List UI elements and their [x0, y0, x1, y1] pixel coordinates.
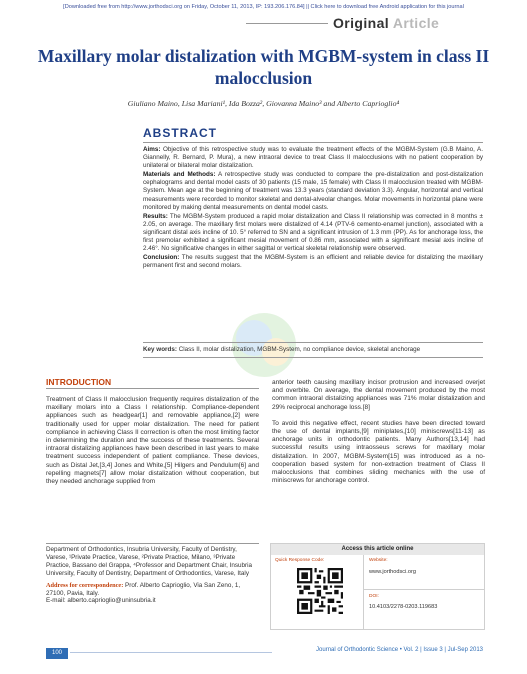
methods-label: Materials and Methods:: [143, 171, 216, 179]
abstract-conclusion: [143, 254, 483, 270]
email[interactable]: E-mail: alberto.caprioglio@uninsubria.it: [46, 597, 156, 605]
access-divider: [363, 555, 364, 629]
correspondence-text: Prof. Alberto Caprioglio, Via San Zeno, 1, 27100, Pavia, Italy.: [46, 581, 241, 597]
abstract-body: [143, 146, 483, 271]
results-text: The MGBM-System produced a rapid molar distalization and Class II relationship was corrected in 8 months ± 2.05, on average. The maxillary first molars were distalized of 4.14 (PTV-6 cemento-enamel junction), associated with a significant distal axis incline of 10. 5° referred to SN and a significant intrusion of 1.3 mm (PP). As for anchorage loss, the first premolar exhibited a significant mesial movement of 0.86 mm, associated with a significant mesial axis incline of 2.46°. No significative changes in either sagittal or vertical skeletal relationship were observed.: [143, 212, 483, 253]
abstract-heading: ABSTRACT: [143, 126, 217, 140]
affiliation-block: [46, 546, 259, 605]
section-label: [333, 15, 439, 31]
journal-citation: Journal of Orthodontic Science • Vol. 2 | Issue 3 | Jul-Sep 2013: [272, 647, 483, 653]
doi-link[interactable]: 10.4103/2278-0203.119683: [369, 604, 438, 610]
correspondence-label: Address for correspondence:: [46, 581, 124, 589]
website-link[interactable]: www.jorthodsci.org: [369, 569, 416, 575]
intro-paragraph: anterior teeth causing maxillary incisor protrusion and increased overjet and overbite. On average, the dental movement produced by the most common intraoral distalizing appliances was 71% molar distalization and 29% reciprocal anchorage loss.[8]: [272, 379, 485, 411]
abstract-rule: [143, 142, 483, 143]
methods-text: A retrospective study was conducted to compare the pre-distalization and post-distalization cephalograms and dental model casts of 30 patients (15 male, 15 female) with Class II malocclusion treated with MGBM-System. Mean age at the beginning of treatment was 13.3 years (standard deviation 3.3). Angular, horizontal and vertical measurements were recorded to monitor skeletal and dental-alveolar changes. Molar movements in horizontal plane were monitored by making dental measurements on dental model casts.: [143, 171, 483, 211]
conclusion-text: The results suggest that the MGBM-System is an efficient and reliable device for distalizing the maxillary permanent first and second molars.: [143, 254, 483, 270]
introduction-heading: INTRODUCTION: [46, 377, 112, 387]
page-number: 100: [46, 648, 68, 659]
section-rule: [246, 23, 328, 24]
section-label-bold: Original: [333, 15, 393, 31]
abstract-aims: [143, 146, 483, 170]
access-title: Access this article online: [271, 544, 484, 555]
keywords-label: Key words:: [143, 346, 177, 353]
affiliation-rule: [46, 543, 259, 544]
conclusion-label: Conclusion:: [143, 254, 180, 262]
article-title: Maxillary molar distalization with MGBM-system in class II malocclusion: [37, 46, 490, 88]
correspondence: [46, 582, 259, 598]
results-label: Results:: [143, 212, 168, 220]
download-notice[interactable]: [Downloaded free from http://www.jorthodsci.org on Friday, October 11, 2013, IP: 193.206.176.84] || Click here to download free Android application for this journal: [63, 4, 464, 10]
abstract-results: [143, 213, 483, 253]
intro-paragraph: Treatment of Class II malocclusion frequently requires distalization of the maxillary molars into a Class I relationship. Compliance-dependent appliances such as headgear[1] and removable appliance,[2] were traditionally used for upper molar distalization. The need for patient compliance in achieving Class II correction is often the most limiting factor in determining the duration and the success of these treatments. Several intraoral distalizing appliances have been described in last years to make treatment success independent of patient compliance. These devices, such as Distal Jet,[3,4] Jones and White,[5] Hilgers and Pendulum[6] and repelling magnets[7] allow molar distalization without cooperation, but they needed anchorage supplied from: [46, 396, 259, 486]
affiliation-text: Department of Orthodontics, Insubria University, Faculty of Dentistry, Varese, ¹Private Practice, Varese, ²Private Practice, Milano, ³Private Practice, Bassano del Grappa, ⁴Professor and Department Chair, Insubria University, Faculty of Dentistry, Department of Orthodontics, Varese, Italy: [46, 546, 253, 577]
section-label-light: Article: [392, 15, 440, 31]
doi-divider: [364, 589, 484, 590]
intro-left-column: [46, 396, 259, 494]
keywords: [143, 342, 483, 358]
doi-label: DOI:: [369, 594, 379, 599]
aims-label: Aims:: [143, 146, 161, 153]
qr-label: Quick Response Code:: [275, 558, 325, 563]
abstract-methods: [143, 171, 483, 211]
author-list: Giuliano Maino, Lisa Mariani¹, Ida Bozza², Giovanna Maino³ and Alberto Caprioglio⁴: [127, 99, 400, 108]
access-online-box: [270, 543, 485, 630]
aims-text: Objective of this retrospective study was to evaluate the treatment effects of the MGBM-System (G.B Maino, A. Giannelly, R. Bernard, P. Mura), a new intraoral device to treat Class II malocclusions with no patient cooperation by unilateral or bilateral molar distalization.: [143, 146, 483, 170]
introduction-rule: [46, 388, 259, 389]
intro-right-column: [272, 379, 485, 493]
keywords-text: Class II, molar distalization, MGBM-System, no compliance device, skeletal anchorage: [176, 346, 421, 353]
qr-code-icon[interactable]: [297, 568, 343, 614]
website-label: Website:: [369, 558, 388, 563]
intro-paragraph: To avoid this negative effect, recent studies have been directed toward the use of dental implants,[9] miniplates,[10] miniscrews[11-13] as anchorage units in orthodontic patients. Many Authors[13,14] had successful results using intraosseus screws for maxillary molar distalization. In 2007, MGBM-System[15] was introduced as a no-cooperation based system for non-extraction treatment of Class II malocclusions that combines sliding mechanics with the use of miniscrews for anchorage control.: [272, 419, 485, 485]
